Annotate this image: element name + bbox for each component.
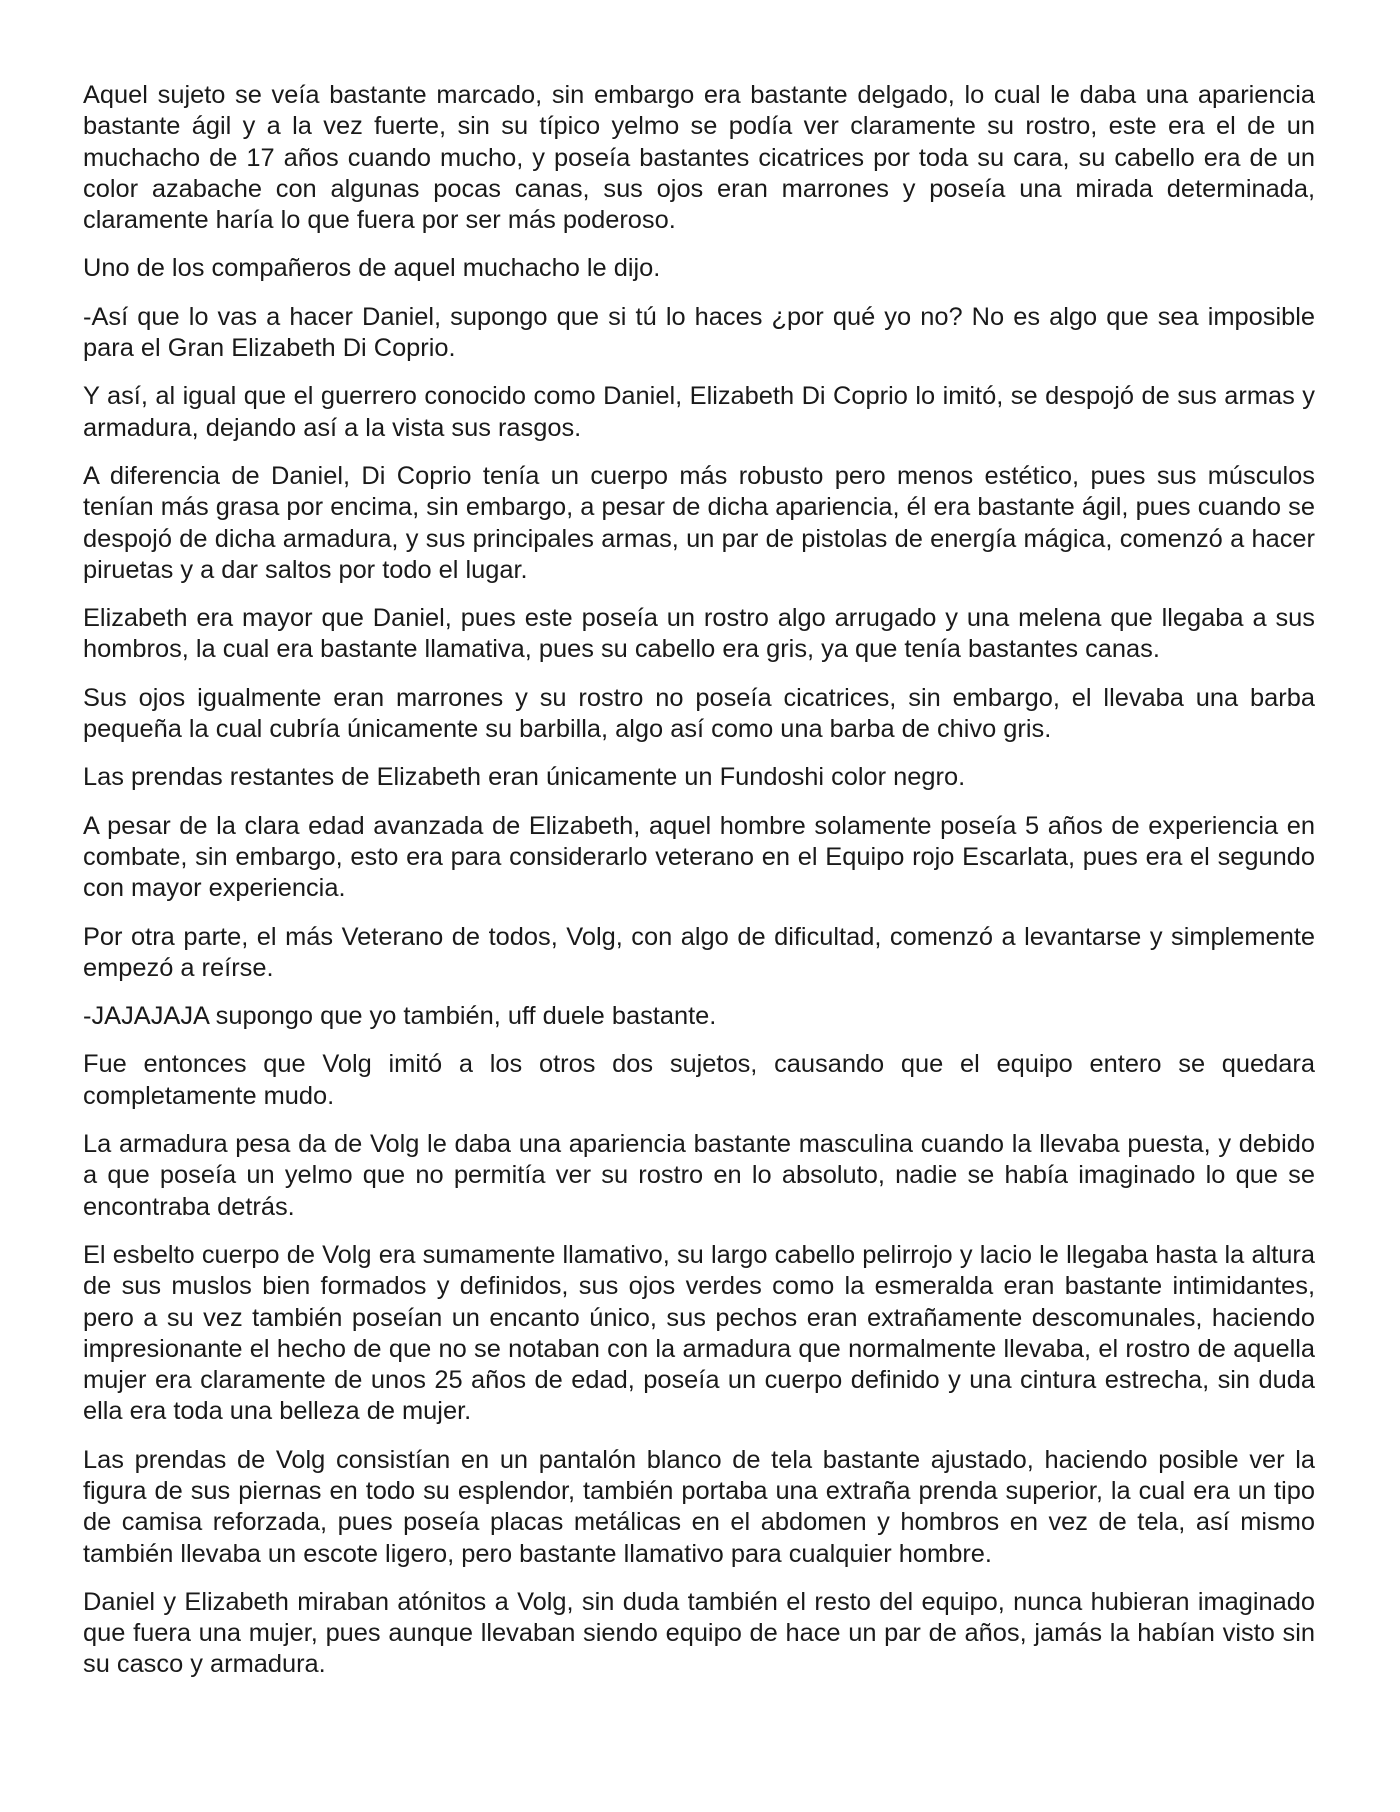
paragraph: Fue entonces que Volg imitó a los otros dos sujetos, causando que el equipo entero se quedara completamente mudo.	[83, 1050, 1315, 1110]
paragraph: A diferencia de Daniel, Di Coprio tenía un cuerpo más robusto pero menos estético, pues sus músculos tenían más grasa por encima, sin embargo, a pesar de dicha apariencia, él era bastante ágil, pues cuando se despojó de dicha armadura, y sus principales armas, un par de pistolas de energía mágica, comenzó a hacer piruetas y a dar saltos por todo el lugar.	[83, 461, 1315, 584]
document-page	[83, 80, 1315, 1698]
paragraph: Las prendas restantes de Elizabeth eran únicamente un Fundoshi color negro.	[83, 763, 966, 792]
paragraph: -Así que lo vas a hacer Daniel, supongo que si tú lo haces ¿por qué yo no? No es algo que sea imposible para el Gran Elizabeth Di Coprio.	[83, 302, 1315, 363]
paragraph: La armadura pesa da de Volg le daba una apariencia bastante masculina cuando la llevaba puesta, y debido a que poseía un yelmo que no permitía ver su rostro en lo absoluto, nadie se había imaginado lo que se encontraba detrás.	[83, 1130, 1315, 1221]
paragraph: Sus ojos igualmente eran marrones y su rostro no poseía cicatrices, sin embargo, el llevaba una barba pequeña la cual cubría únicamente su barbilla, algo así como una barba de chivo gris.	[83, 683, 1315, 744]
paragraph: Aquel sujeto se veía bastante marcado, sin embargo era bastante delgado, lo cual le daba una apariencia bastante ágil y a la vez fuerte, sin su típico yelmo se podía ver claramente su rostro, este era el de un muchacho de 17 años cuando mucho, y poseía bastantes cicatrices por toda su cara, su cabello era de un color azabache con algunas pocas canas, sus ojos eran marrones y poseía una mirada determinada, claramente haría lo que fuera por ser más poderoso.	[83, 81, 1315, 235]
paragraph: El esbelto cuerpo de Volg era sumamente llamativo, su largo cabello pelirrojo y lacio le llegaba hasta la altura de sus muslos bien formados y definidos, sus ojos verdes como la esmeralda eran bastante intimidantes, pero a su vez también poseían un encanto único, sus pechos eran extrañamente descomunales, haciendo impresionante el hecho de que no se notaban con la armadura que normalmente llevaba, el rostro de aquella mujer era claramente de unos 25 años de edad, poseía un cuerpo definido y una cintura estrecha, sin duda ella era toda una belleza de mujer.	[83, 1240, 1315, 1426]
paragraph: Y así, al igual que el guerrero conocido como Daniel, Elizabeth Di Coprio lo imitó, se despojó de sus armas y armadura, dejando así a la vista sus rasgos.	[83, 382, 1315, 442]
paragraph: Elizabeth era mayor que Daniel, pues este poseía un rostro algo arrugado y una melena que llegaba a sus hombros, la cual era bastante llamativa, pues su cabello era gris, ya que tenía bastantes canas.	[83, 604, 1315, 664]
paragraph: Daniel y Elizabeth miraban atónitos a Volg, sin duda también el resto del equipo, nunca hubieran imaginado que fuera una mujer, pues aunque llevaban siendo equipo de hace un par de años, jamás la habían visto sin su casco y armadura.	[83, 1587, 1315, 1679]
paragraph: A pesar de la clara edad avanzada de Elizabeth, aquel hombre solamente poseía 5 años de experiencia en combate, sin embargo, esto era para considerarlo veterano en el Equipo rojo Escarlata, pues era el segundo con mayor experiencia.	[83, 811, 1315, 903]
paragraph: Las prendas de Volg consistían en un pantalón blanco de tela bastante ajustado, haciendo posible ver la figura de sus piernas en todo su esplendor, también portaba una extraña prenda superior, la cual era un tipo de camisa reforzada, pues poseía placas metálicas en el abdomen y hombros en vez de tela, así mismo también llevaba un escote ligero, pero bastante llamativo para cualquier hombre.	[83, 1445, 1315, 1568]
paragraph: Uno de los compañeros de aquel muchacho le dijo.	[83, 254, 661, 283]
paragraph: Por otra parte, el más Veterano de todos, Volg, con algo de dificultad, comenzó a levantarse y simplemente empezó a reírse.	[83, 922, 1315, 982]
paragraph: -JAJAJAJA supongo que yo también, uff duele bastante.	[83, 1002, 717, 1031]
